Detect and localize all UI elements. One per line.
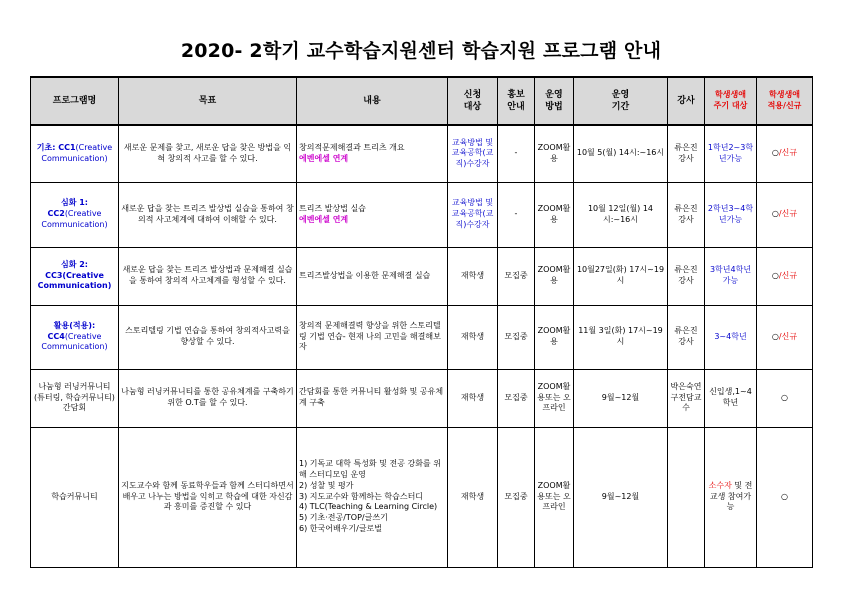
method-cell: ZOOM활용또는 오프라인 (535, 369, 574, 427)
promo-cell: 모집중 (498, 247, 535, 305)
target-cell: 재학생 (448, 427, 498, 567)
period-cell: 9월~12월 (574, 427, 668, 567)
goal-cell: 지도교수와 함께 동료학우들과 함께 스터디하면서 배우고 나누는 방법을 익히고 학습에 대한 자신감과 흥미를 증진할 수 있다 (119, 427, 297, 567)
program-name: 기초: CC1(Creative Communication) (31, 125, 119, 182)
promo-cell: 모집중 (498, 305, 535, 369)
instructor-cell: 류은진 강사 (668, 125, 705, 182)
promo-cell: - (498, 125, 535, 182)
instructor-cell (668, 427, 705, 567)
header-method: 운영 방법 (535, 77, 574, 125)
content-cell: 창의적 문제해결력 향상을 위한 스토리텔링 기법 연습- 현재 나의 고민을 해결해보자 (297, 305, 448, 369)
period-cell: 10월 12일(월) 14시:~16시 (574, 182, 668, 247)
program-name: 심화 2: CC3(Creative Communication) (31, 247, 119, 305)
promo-cell: 모집중 (498, 427, 535, 567)
student-target-cell: 2학년3~4학년가능 (705, 182, 757, 247)
promo-cell: 모집중 (498, 369, 535, 427)
method-cell: ZOOM활용 (535, 125, 574, 182)
goal-cell: 새로운 답을 찾는 트리즈 발상법과 문제해결 실습을 통하여 창의적 사고체계를 형성할 수 있다. (119, 247, 297, 305)
method-cell: ZOOM활용 (535, 305, 574, 369)
header-program: 프로그램명 (31, 77, 119, 125)
period-cell: 9월~12월 (574, 369, 668, 427)
applied-cell: ○/신규 (757, 182, 813, 247)
content-list-item: 2) 성찰 및 평가 (299, 480, 354, 490)
content-cell: 간담회를 통한 커뮤니티 활성화 및 공유체계 구축 (297, 369, 448, 427)
method-cell: ZOOM활용또는 오프라인 (535, 427, 574, 567)
instructor-cell: 류은진 강사 (668, 182, 705, 247)
goal-cell: 새로운 답을 찾는 트리즈 발상법 실습을 통하여 창의적 사고체계에 대하여 이해할 수 있다. (119, 182, 297, 247)
header-promo: 홍보 안내 (498, 77, 535, 125)
table-row (31, 369, 813, 427)
program-name: 심화 1: CC2(Creative Communication) (31, 182, 119, 247)
student-target-cell: 소수자 및 전교생 참여가능 (705, 427, 757, 567)
content-list-item: 1) 기독교 대학 특성화 및 전공 강화를 위해 스터디모임 운영 (299, 459, 441, 479)
instructor-cell: 박은숙연구전담교수 (668, 369, 705, 427)
table-row (31, 125, 813, 182)
header-period: 운영 기간 (574, 77, 668, 125)
target-cell: 교육방법 및 교육공학(교직)수강자 (448, 182, 498, 247)
period-cell: 10월 5(월) 14시:~16시 (574, 125, 668, 182)
program-name: 활용(적용): CC4(Creative Communication) (31, 305, 119, 369)
header-target: 신청 대상 (448, 77, 498, 125)
goal-cell: 나눔형 러닝커뮤니티를 통한 공유체계를 구축하기 위한 O.T를 할 수 있다. (119, 369, 297, 427)
method-cell: ZOOM활용 (535, 182, 574, 247)
program-name: 나눔형 러닝커뮤니티 (튜터링, 학습커뮤니티) 간담회 (31, 369, 119, 427)
table-row (31, 182, 813, 247)
header-student-target: 학생생애 주기 대상 (705, 77, 757, 125)
applied-cell: ○ (757, 369, 813, 427)
student-target-cell: 3~4학년 (705, 305, 757, 369)
content-cell: 트리즈 발상법 실습 에벤에셀 연계 (297, 182, 448, 247)
target-cell: 재학생 (448, 305, 498, 369)
content-list-item: 3) 지도교수와 함께하는 학습스터디 (299, 491, 424, 501)
content-cell (297, 427, 448, 567)
page-title: 2020- 2학기 교수학습지원센터 학습지원 프로그램 안내 (180, 40, 662, 62)
period-cell: 10월27일(화) 17시~19시 (574, 247, 668, 305)
target-cell: 재학생 (448, 247, 498, 305)
instructor-cell: 류은진 강사 (668, 247, 705, 305)
program-name: 학습커뮤니티 (31, 427, 119, 567)
goal-cell: 새로운 문제를 찾고, 새로운 답을 찾은 방법을 익혀 창의적 사고를 할 수 있다. (119, 125, 297, 182)
period-cell: 11월 3일(화) 17시~19시 (574, 305, 668, 369)
applied-cell: ○ (757, 427, 813, 567)
student-target-cell: 3학년4학년가능 (705, 247, 757, 305)
method-cell: ZOOM활용 (535, 247, 574, 305)
table-row (31, 305, 813, 369)
header-instructor: 강사 (668, 77, 705, 125)
content-list-item: 5) 기초·전공/TOP/글쓰기 (299, 513, 388, 523)
target-cell: 교육방법 및 교육공학(교직)수강자 (448, 125, 498, 182)
content-list-item: 6) 한국어배우기/글로벌 (299, 523, 383, 533)
table-row (31, 247, 813, 305)
header-content: 내용 (297, 77, 448, 125)
table-row (31, 427, 813, 567)
header-applied: 학생생애 적용/신규 (757, 77, 813, 125)
promo-cell: - (498, 182, 535, 247)
header-goal: 목표 (119, 77, 297, 125)
content-cell: 창의적문제해결과 트리츠 개요 에벤에셀 연계 (297, 125, 448, 182)
instructor-cell: 류은진 강사 (668, 305, 705, 369)
applied-cell: ○/신규 (757, 305, 813, 369)
target-cell: 재학생 (448, 369, 498, 427)
table-header-row (31, 77, 813, 125)
student-target-cell: 신입생,1~4학년 (705, 369, 757, 427)
applied-cell: ○/신규 (757, 247, 813, 305)
goal-cell: 스토리텔링 기법 연습을 통하여 창의적사고력을 향상할 수 있다. (119, 305, 297, 369)
content-cell: 트리즈발상법을 이용한 문제해결 실습 (297, 247, 448, 305)
program-table (30, 76, 813, 568)
student-target-cell: 1학년2~3학년가능 (705, 125, 757, 182)
applied-cell: ○/신규 (757, 125, 813, 182)
content-list-item: 4) TLC(Teaching & Learning Circle) (299, 502, 438, 512)
